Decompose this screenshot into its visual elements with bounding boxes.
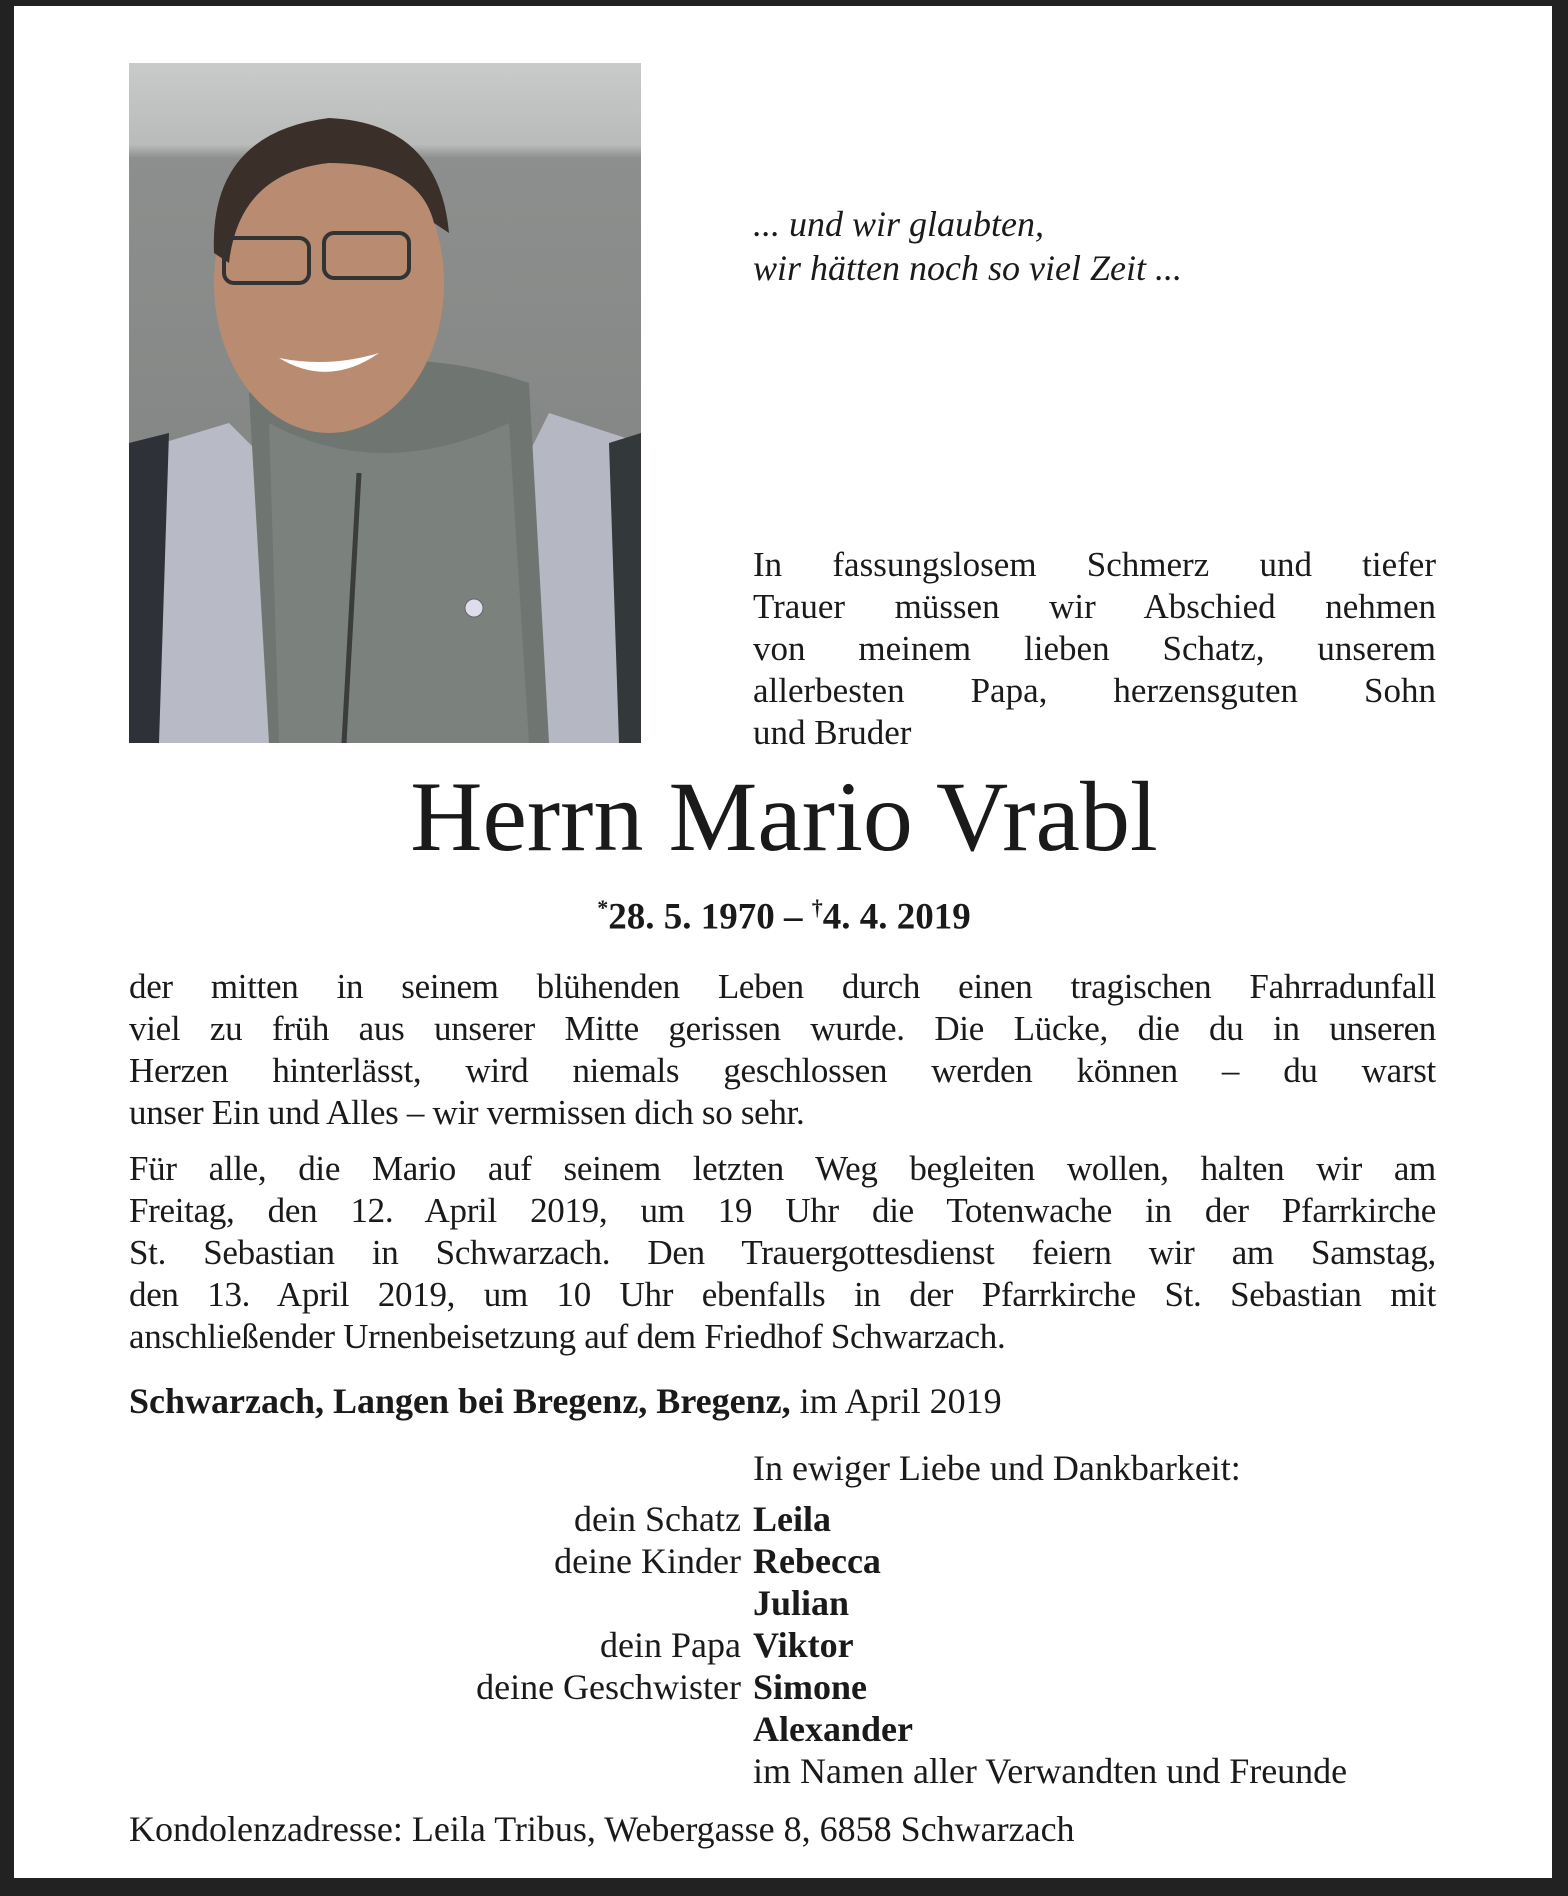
family-list <box>0 1498 1568 1750</box>
quote-line: wir hätten noch so viel Zeit ... <box>753 248 1182 288</box>
relation <box>0 1708 741 1750</box>
body-line: viel zu früh aus unserer Mitte gerissen wurde. Die Lücke, die du in unseren <box>129 1009 1436 1048</box>
family-name: Leila <box>753 1499 831 1539</box>
body-line: Für alle, die Mario auf seinem letzten Weg begleiten wollen, halten wir am <box>129 1149 1436 1188</box>
family-row <box>0 1582 1568 1624</box>
relation: dein Schatz <box>574 1499 741 1539</box>
family-name: Alexander <box>753 1709 913 1749</box>
relation <box>0 1582 741 1624</box>
condolence-address: Kondolenzadresse: Leila Tribus, Webergasse 8, 6858 Schwarzach <box>129 1809 1075 1849</box>
deceased-name: Herrn Mario Vrabl <box>410 761 1158 872</box>
intro-line: und Bruder <box>753 713 912 752</box>
family-name: Simone <box>753 1667 868 1707</box>
death-date: 4. 4. 2019 <box>822 896 971 938</box>
body-line: Freitag, den 12. April 2019, um 19 Uhr die Totenwache in der Pfarrkirche <box>129 1191 1436 1230</box>
thanks-line: In ewiger Liebe und Dankbarkeit: <box>753 1448 1241 1488</box>
places-date: im April 2019 <box>790 1381 1002 1421</box>
family-row <box>0 1540 1568 1582</box>
life-dates <box>0 895 1568 938</box>
relation: dein Papa <box>600 1625 741 1665</box>
portrait-photo <box>129 63 641 743</box>
family-name: Julian <box>753 1583 850 1623</box>
body-line: der mitten in seinem blühenden Leben durch einen tragischen Fahrradunfall <box>129 967 1436 1006</box>
body-paragraph-1 <box>129 966 1436 1134</box>
family-row <box>0 1708 1568 1750</box>
others-line: im Namen aller Verwandten und Freunde <box>753 1751 1348 1791</box>
relation: deine Kinder <box>554 1541 741 1581</box>
relation: deine Geschwister <box>476 1667 741 1707</box>
body-paragraph-2 <box>129 1148 1436 1358</box>
quote <box>753 202 1182 290</box>
places-line <box>129 1380 1002 1422</box>
body-line: Herzen hinterlässt, wird niemals geschlossen werden können – du warst <box>129 1051 1436 1090</box>
family-name: Rebecca <box>753 1541 881 1581</box>
family-row <box>0 1498 1568 1540</box>
body-line: anschließender Urnenbeisetzung auf dem Friedhof Schwarzach. <box>129 1317 1006 1356</box>
body-line: unser Ein und Alles – wir vermissen dich so sehr. <box>129 1093 805 1132</box>
intro-line: Trauer müssen wir Abschied nehmen <box>753 587 1436 626</box>
body-line: St. Sebastian in Schwarzach. Den Trauergottesdienst feiern wir am Samstag, <box>129 1233 1436 1272</box>
quote-line: ... und wir glaubten, <box>753 204 1045 244</box>
intro-paragraph <box>753 544 1436 754</box>
body-line: den 13. April 2019, um 10 Uhr ebenfalls in der Pfarrkirche St. Sebastian mit <box>129 1275 1436 1314</box>
date-separator: – <box>774 896 812 938</box>
family-row <box>0 1624 1568 1666</box>
birth-symbol: * <box>597 895 609 920</box>
intro-line: In fassungslosem Schmerz und tiefer <box>753 545 1436 584</box>
intro-line: allerbesten Papa, herzensguten Sohn <box>753 671 1436 710</box>
death-symbol: † <box>811 895 823 920</box>
family-row <box>0 1666 1568 1708</box>
places-bold: Schwarzach, Langen bei Bregenz, Bregenz, <box>129 1381 791 1421</box>
intro-line: von meinem lieben Schatz, unserem <box>753 629 1436 668</box>
birth-date: 28. 5. 1970 <box>608 896 775 938</box>
family-name: Viktor <box>753 1625 854 1665</box>
